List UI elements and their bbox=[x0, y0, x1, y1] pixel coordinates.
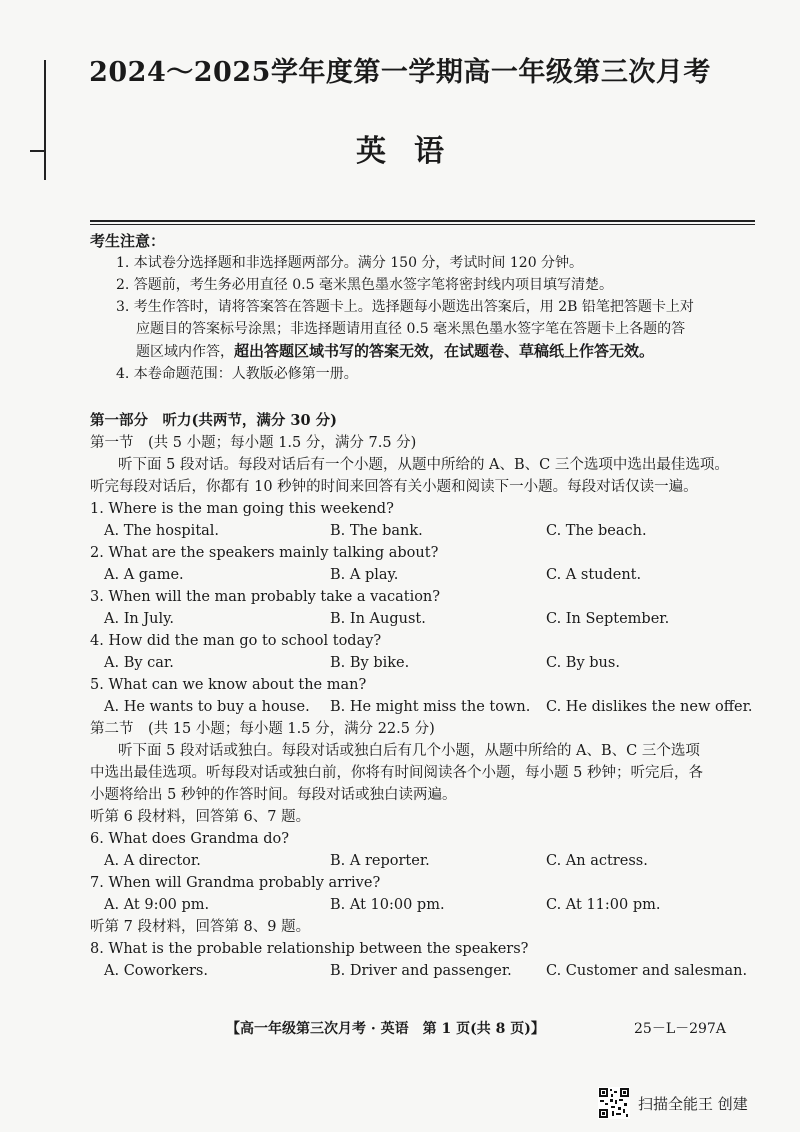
option-c: C. In September. bbox=[546, 611, 670, 627]
question-3: 3. When will the man probably take a vacation? bbox=[90, 589, 441, 605]
question-5: 5. What can we know about the man? bbox=[90, 677, 367, 693]
option-b: B. By bike. bbox=[330, 655, 410, 671]
options-2 bbox=[90, 564, 770, 586]
footer-page-label: 【高一年级第三次月考 · 英语 第 1 页(共 8 页)】 bbox=[226, 1021, 545, 1037]
question-8: 8. What is the probable relationship between the speakers? bbox=[90, 941, 529, 957]
scanner-watermark-text: 扫描全能王 创建 bbox=[638, 1094, 748, 1113]
question-4: 4. How did the man go to school today? bbox=[90, 633, 382, 649]
option-a: A. He wants to buy a house. bbox=[104, 699, 310, 715]
options-7 bbox=[90, 894, 770, 916]
notice-heading: 考生注意： bbox=[90, 232, 166, 250]
section2-intro-3: 小题将给出 5 秒钟的作答时间。每段对话或独白读两遍。 bbox=[90, 787, 457, 803]
exam-title: 2024～2025学年度第一学期高一年级第三次月考 bbox=[89, 57, 711, 88]
options-4 bbox=[90, 652, 770, 674]
notice-item-2: 2. 答题前，考生务必用直径 0.5 毫米黑色墨水签字笔将密封线内项目填写清楚。 bbox=[116, 277, 613, 293]
option-c: C. At 11:00 pm. bbox=[546, 897, 661, 913]
options-1 bbox=[90, 520, 770, 542]
listening-section bbox=[90, 410, 770, 982]
option-c: C. By bus. bbox=[546, 655, 620, 671]
option-c: C. He dislikes the new offer. bbox=[546, 699, 753, 715]
section2-intro-1: 听下面 5 段对话或独白。每段对话或独白后有几个小题，从题中所给的 A、B、C 三个选项 bbox=[118, 743, 700, 759]
option-c: C. Customer and salesman. bbox=[546, 963, 748, 979]
section2-heading: 第二节 (共 15 小题；每小题 1.5 分，满分 22.5 分) bbox=[90, 721, 435, 737]
notice-emphasis: 超出答题区域书写的答案无效，在试题卷、草稿纸上作答无效。 bbox=[234, 342, 655, 360]
question-1: 1. Where is the man going this weekend? bbox=[90, 501, 394, 517]
options-5 bbox=[90, 696, 770, 718]
option-b: B. In August. bbox=[330, 611, 426, 627]
notice-item-3-text: 题区域内作答， bbox=[136, 344, 234, 360]
option-a: A. In July. bbox=[104, 611, 175, 627]
part1-heading: 第一部分 听力(共两节，满分 30 分) bbox=[90, 412, 337, 429]
scanner-watermark bbox=[598, 1086, 748, 1120]
option-b: B. A play. bbox=[330, 567, 399, 583]
option-a: A. By car. bbox=[104, 655, 174, 671]
section1-intro-1: 听下面 5 段对话。每段对话后有一个小题，从题中所给的 A、B、C 三个选项中选出最佳选项。 bbox=[118, 457, 729, 473]
option-b: B. Driver and passenger. bbox=[330, 963, 512, 979]
notice-item-1: 1. 本试卷分选择题和非选择题两部分。满分 150 分，考试时间 120 分钟。 bbox=[116, 255, 584, 271]
option-c: C. The beach. bbox=[546, 523, 647, 539]
options-3 bbox=[90, 608, 770, 630]
qr-code-icon bbox=[598, 1087, 630, 1119]
question-2: 2. What are the speakers mainly talking about? bbox=[90, 545, 439, 561]
exam-notice bbox=[90, 230, 760, 385]
question-7: 7. When will Grandma probably arrive? bbox=[90, 875, 381, 891]
notice-item-3: 3. 考生作答时，请将答案答在答题卡上。选择题每小题选出答案后，用 2B 铅笔把答题卡上对 bbox=[116, 299, 694, 315]
option-b: B. The bank. bbox=[330, 523, 423, 539]
option-b: B. At 10:00 pm. bbox=[330, 897, 445, 913]
notice-item-3-cont: 应题目的答案标号涂黑；非选择题请用直径 0.5 毫米黑色墨水签字笔在答题卡上各题的答 bbox=[136, 321, 686, 337]
notice-item-3-cont2 bbox=[90, 340, 760, 363]
option-a: A. At 9:00 pm. bbox=[104, 897, 210, 913]
option-b: B. He might miss the town. bbox=[330, 699, 531, 715]
option-a: A. A game. bbox=[104, 567, 184, 583]
header-rule-thick bbox=[90, 220, 755, 222]
exam-subject: 英语 bbox=[356, 134, 472, 169]
notice-item-4: 4. 本卷命题范围：人教版必修第一册。 bbox=[116, 366, 358, 382]
option-a: A. A director. bbox=[104, 853, 201, 869]
section1-heading: 第一节 (共 5 小题；每小题 1.5 分，满分 7.5 分) bbox=[90, 435, 417, 451]
question-6: 6. What does Grandma do? bbox=[90, 831, 289, 847]
section2-intro-2: 中选出最佳选项。听每段对话或独白前，你将有时间阅读各个小题，每小题 5 秒钟；听完后，各 bbox=[90, 765, 703, 781]
header-rule-thin bbox=[90, 224, 755, 225]
option-c: C. An actress. bbox=[546, 853, 648, 869]
material-7-note: 听第 7 段材料，回答第 8、9 题。 bbox=[90, 919, 311, 935]
section1-intro-2: 听完每段对话后，你都有 10 秒钟的时间来回答有关小题和阅读下一小题。每段对话仅读一遍。 bbox=[90, 479, 698, 495]
option-b: B. A reporter. bbox=[330, 853, 430, 869]
footer-exam-code: 25－L－297A bbox=[634, 1021, 726, 1037]
option-a: A. The hospital. bbox=[104, 523, 220, 539]
options-8 bbox=[90, 960, 770, 982]
option-c: C. A student. bbox=[546, 567, 642, 583]
option-a: A. Coworkers. bbox=[104, 963, 208, 979]
material-6-note: 听第 6 段材料，回答第 6、7 题。 bbox=[90, 809, 311, 825]
options-6 bbox=[90, 850, 770, 872]
